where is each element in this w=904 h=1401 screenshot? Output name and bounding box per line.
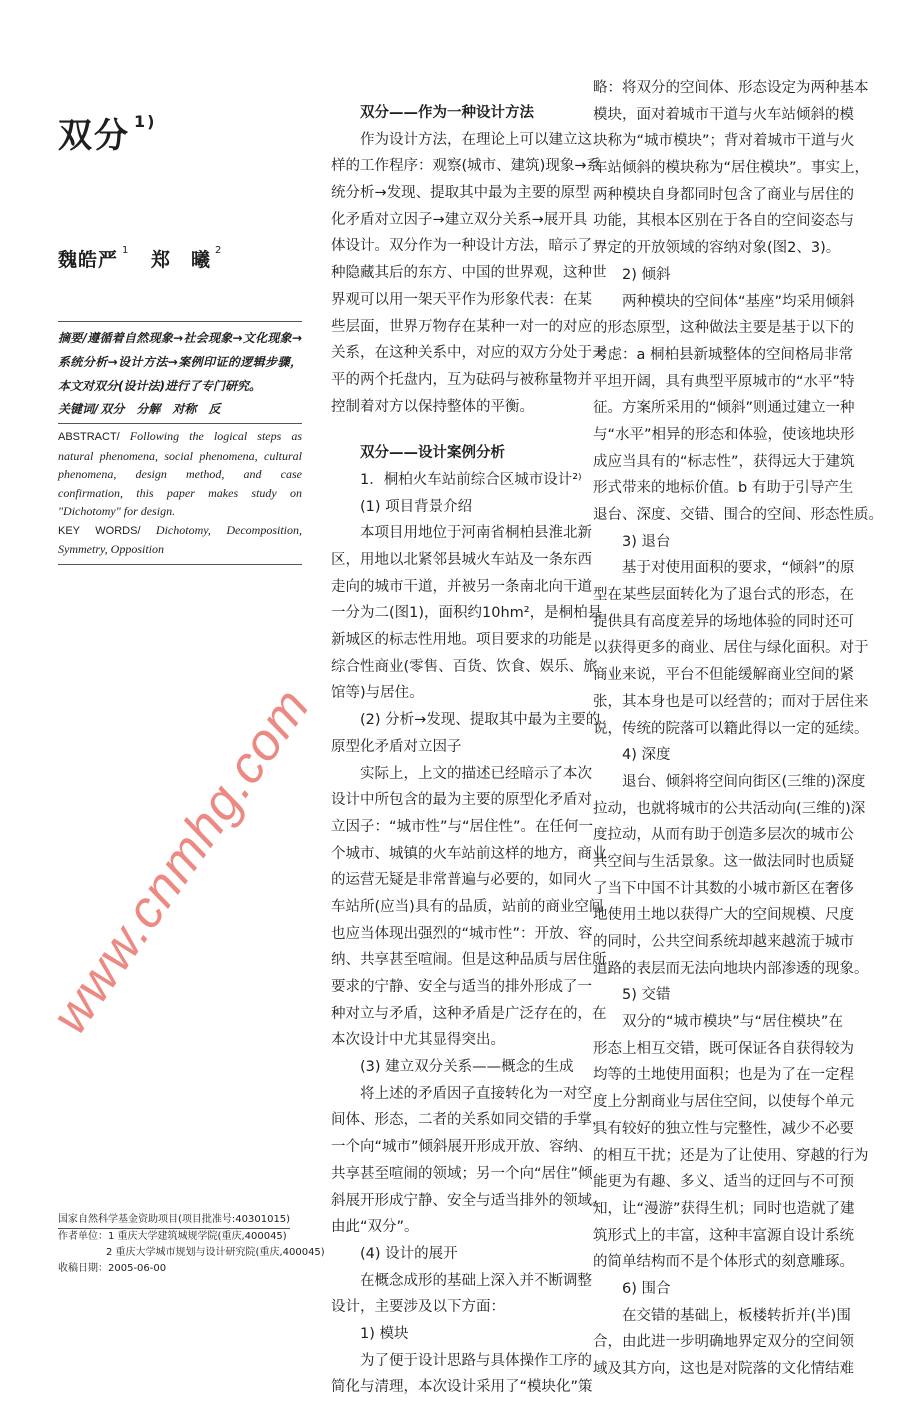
text-line: (1) 项目背景介绍 <box>360 498 473 515</box>
text-line: 化矛盾对立因子→建立双分关系→展开具 <box>331 211 588 228</box>
affiliation-1 <box>58 1229 325 1245</box>
abstract-label: 摘要/ <box>58 331 87 345</box>
subsection-heading <box>331 494 573 521</box>
abstract-cn <box>58 326 302 398</box>
text-line: 设计，主要涉及以下方面： <box>331 1299 505 1316</box>
text-line: 区，用地以北紧邻县城火车站及一条东西 <box>331 552 592 568</box>
text-line: 了当下中国不计其数的小城市新区在奢侈 <box>593 880 854 897</box>
paragraph <box>593 769 869 983</box>
text-line: 纳、共享甚至喧闹。但是这种品质与居住所 <box>331 952 607 969</box>
subsection-heading <box>331 1241 573 1268</box>
text-line: 双分的“城市模块”与“居住模块”在 <box>622 1014 843 1031</box>
paragraph <box>593 1303 854 1383</box>
text-line: 共空间与生活景象。这一做法同时也质疑 <box>593 853 854 870</box>
text-line: 形态上相互交错，既可保证各自获得较为 <box>593 1040 854 1057</box>
keyword: 双分 <box>100 402 125 416</box>
text-line: 的相互干扰；还是为了让使用、穿越的行为 <box>593 1147 869 1164</box>
watermark: www.cnmhg.com <box>40 677 322 1044</box>
authors <box>58 245 236 272</box>
text-line: 能更为有趣、多义、适当的迂回与不可预 <box>593 1174 854 1191</box>
text-line: 也应当体现出强烈的“城市性”：开放、容 <box>331 925 593 942</box>
text-line: 度上分割商业与居住空间，以使每个单元 <box>593 1094 854 1111</box>
text-line: 形式带来的地标价值。b 有助于引导产生 <box>593 480 854 497</box>
text-line: 立因子：“城市性”与“居住性”。在任何一 <box>331 818 594 835</box>
text-line: 的形态原型，这种做法主要是基于以下的 <box>593 320 854 337</box>
subsection-heading <box>593 1276 843 1303</box>
text-line: 4) 深度 <box>622 747 671 764</box>
subsection-heading <box>331 1054 573 1081</box>
text-line: 道路的表层而无法向地块内部渗透的现象。 <box>593 960 869 977</box>
affiliation-2: 2 重庆大学城市规划与设计研究院(重庆,400045) <box>106 1247 325 1258</box>
text-line: 统分析→发现、提取其中最为主要的原型 <box>331 185 590 202</box>
keywords-en-label: KEY WORDS/ <box>58 524 141 537</box>
text-line: 在概念成形的基础上深入并不断调整 <box>360 1272 592 1289</box>
text-line: 种对立与矛盾，这种矛盾是广泛存在的，在 <box>331 1005 607 1022</box>
text-line: 5) 交错 <box>622 987 671 1004</box>
text-line: (4) 设计的展开 <box>360 1245 458 1262</box>
text-line: (3) 建立双分关系——概念的生成 <box>360 1059 574 1076</box>
paragraph <box>593 75 870 262</box>
column-middle <box>331 100 607 1401</box>
text-line: 块称为“城市模块”；背对着城市干道与火 <box>593 133 855 150</box>
subsection-heading <box>593 742 843 769</box>
text-line: 体设计。双分作为一种设计方法，暗示了一 <box>331 238 607 255</box>
column-right <box>593 75 883 1383</box>
text-line: 车站所(应当)具有的品质，站前的商业空间 <box>331 898 604 915</box>
keyword: 反 <box>208 402 221 416</box>
text-line: 型在某些层面转化为了退台式的形态，在 <box>593 587 854 604</box>
text-line: 双分——作为一种设计方法 <box>360 105 534 121</box>
text-line: 界观可以用一架天平作为形象代表：在某 <box>331 291 592 308</box>
author-affil-mark: 2 <box>215 245 223 256</box>
text-line: 将上述的矛盾因子直接转化为一对空 <box>360 1085 592 1102</box>
text-line: 车站倾斜的模块称为“居住模块”。事实上， <box>593 160 870 177</box>
text-line: 1．桐柏火车站前综合区城市设计²⁾ <box>360 471 582 488</box>
text-line: 张，其本身也是可以经营的；而对于居住来 <box>593 693 869 710</box>
text-line: 共享甚至喧闹的领域；另一个向“居住”倾 <box>331 1165 593 1182</box>
text-line: 种隐藏其后的东方、中国的世界观，这种世 <box>331 265 607 282</box>
text-line: 个城市、城镇的火车站前这样的地方，商业 <box>331 845 607 862</box>
text-line: 为了便于设计思路与具体操作工序的 <box>360 1352 592 1369</box>
text-line: 的简单结构而不是个体形式的刻意雕琢。 <box>593 1254 854 1271</box>
paragraph <box>331 127 607 421</box>
text-line: 6) 围合 <box>622 1280 671 1297</box>
paragraph <box>331 520 603 707</box>
divider <box>58 423 302 424</box>
text-line: 由此“双分”。 <box>331 1219 419 1236</box>
spacer <box>331 420 573 440</box>
author-name: 魏皓严 <box>58 249 119 271</box>
text-line: 一分为二(图1)，面积约10hm²，是桐柏县 <box>331 605 603 622</box>
text-line: 设计中所包含的最为主要的原型化矛盾对 <box>331 792 592 809</box>
text-line: 控制着对方以保持整体的平衡。 <box>331 398 534 415</box>
divider <box>58 321 302 322</box>
text-line: 度拉动，从而有助于创造多层次的城市公 <box>593 827 854 844</box>
paragraph <box>331 761 607 1055</box>
paragraph <box>331 707 601 760</box>
text-line: 退台、深度、交错、围合的空间、形态性质。 <box>593 507 883 523</box>
text-line: 平的两个托盘内，互为砝码与被称量物并 <box>331 371 592 388</box>
section-heading <box>331 100 573 127</box>
affiliation-text: 1 重庆大学建筑城规学院(重庆,400045) <box>108 1231 287 1242</box>
subsection-heading <box>593 529 843 556</box>
text-line: 在交错的基础上，板楼转折并(半)围 <box>622 1307 851 1324</box>
text-line: 作为设计方法，在理论上可以建立这 <box>360 131 592 148</box>
subsection-heading <box>593 982 843 1009</box>
text-line: 综合性商业(零售、百货、饮食、娱乐、旅 <box>331 658 598 675</box>
text-line: 界定的开放领域的容纳对象(图2、3)。 <box>593 240 841 257</box>
keywords-en-text: Dichotomy, Decomposition, Symmetry, Opposition <box>58 522 302 556</box>
divider <box>58 564 302 565</box>
subsection-heading <box>331 467 582 494</box>
text-line: 均等的土地使用面积；也是为了在一定程 <box>593 1067 854 1084</box>
text-line: 合，由此进一步明确地界定双分的空间领 <box>593 1334 854 1351</box>
text-line: 斜展开形成宁静、安全与适当排外的领域。 <box>331 1192 607 1209</box>
received-date: 收稿日期：2005-06-00 <box>58 1263 167 1274</box>
text-line: 1) 模块 <box>360 1325 409 1342</box>
text-line: 基于对使用面积的要求，“倾斜”的原 <box>622 560 855 577</box>
text-line: 域及其方向，这也是对院落的文化情结难 <box>593 1361 854 1377</box>
text-line: 样的工作程序：观察(城市、建筑)现象→系 <box>331 158 601 175</box>
title-footnote-mark: 1) <box>134 112 157 131</box>
paragraph <box>331 1268 592 1321</box>
text-line: 退台、倾斜将空间向街区(三维的)深度 <box>622 773 866 790</box>
text-line: 拉动，也就将城市的公共活动向(三维的)深 <box>593 800 866 817</box>
abstract-en <box>58 427 302 559</box>
text-line: 馆等)与居住。 <box>331 685 424 702</box>
abstract-block <box>58 321 302 565</box>
keyword: 分解 <box>136 402 161 416</box>
text-line: 要求的宁静、安全与适当的排外形成了一 <box>331 979 592 995</box>
text-line: 的同时，公共空间系统却越来越流于城市 <box>593 934 854 950</box>
text-line: 简化与清理，本次设计采用了“模块化”策 <box>331 1379 593 1396</box>
text-line: 本次设计中尤其显得突出。 <box>331 1032 505 1049</box>
fund-note: 国家自然科学基金资助项目(项目批准号:40301015) <box>58 1212 290 1229</box>
footnotes <box>58 1212 325 1277</box>
text-line: 一个向“城市”倾斜展开形成开放、容纳、 <box>331 1139 593 1156</box>
subsection-heading <box>331 1321 573 1348</box>
text-line: 的运营无疑是非常普遍与必要的，如同火 <box>331 872 592 889</box>
text-line: 成应当具有的“标志性”，获得远大于建筑 <box>593 453 855 470</box>
keyword: 对称 <box>172 402 197 416</box>
paragraph <box>331 1348 593 1401</box>
text-line: 些层面，世界万物存在某种一对一的对应 <box>331 318 592 335</box>
text-line: 3) 退台 <box>622 533 671 550</box>
article-title <box>58 108 156 157</box>
text-line: 征。方案所采用的“倾斜”则通过建立一种 <box>593 400 855 417</box>
text-line: 地使用土地以获得广大的空间规模、尺度 <box>593 907 854 924</box>
keywords-cn <box>58 398 302 420</box>
author-name: 郑 曦 <box>151 249 212 271</box>
text-line: 新城区的标志性用地。项目要求的功能是 <box>331 632 592 649</box>
text-line: 提供具有高度差异的场地体验的同时还可 <box>593 613 854 630</box>
subsection-heading <box>593 262 843 289</box>
paragraph <box>331 1081 607 1241</box>
text-line: 筑形式上的丰富，这种丰富源自设计系统 <box>593 1227 854 1244</box>
paragraph <box>593 555 869 742</box>
text-line: 平坦开阔，具有典型平原城市的“水平”特 <box>593 373 855 390</box>
text-line: 两种模块的空间体“基座”均采用倾斜 <box>622 293 855 310</box>
text-line: 知，让“漫游”获得生机；同时也造就了建 <box>593 1200 855 1217</box>
title-text: 双分 <box>58 116 130 156</box>
text-line: 实际上，上文的描述已经暗示了本次 <box>360 765 592 782</box>
text-line: 商业来说，平台不但能缓解商业空间的紧 <box>593 667 854 684</box>
text-line: 模块，面对着城市干道与火车站倾斜的模 <box>593 106 854 123</box>
text-line: 功能，其根本区别在于各自的空间姿态与 <box>593 213 854 230</box>
author-affil-mark: 1 <box>122 245 130 256</box>
text-line: 说，传统的院落可以籍此得以一定的延续。 <box>593 720 869 737</box>
affiliation-label: 作者单位： <box>58 1231 108 1242</box>
text-line: (2) 分析→发现、提取其中最为主要的 <box>360 712 601 729</box>
text-line: 2) 倾斜 <box>622 266 671 283</box>
text-line: 关系，在这种关系中，对应的双方分处于天 <box>331 345 607 362</box>
text-line: 具有较好的独立性与完整性，减少不必要 <box>593 1120 854 1137</box>
text-line: 原型化矛盾对立因子 <box>331 738 462 755</box>
text-line: 本项目用地位于河南省桐柏县淮北新 <box>360 525 592 542</box>
text-line: 以获得更多的商业、居住与绿化面积。对于 <box>593 640 869 657</box>
text-line: 两种模块自身都同时包含了商业与居住的 <box>593 186 854 203</box>
text-line: 略：将双分的空间体、形态设定为两种基本 <box>593 80 869 96</box>
text-line: 与“水平”相异的形态和体验，使该地块形 <box>593 426 855 443</box>
text-line: 走向的城市干道，并被另一条南北向干道 <box>331 578 592 595</box>
text-line: 考虑：a 桐柏县新城整体的空间格局非常 <box>593 346 853 363</box>
paragraph <box>593 289 883 529</box>
abstract-en-label: ABSTRACT/ <box>58 431 120 443</box>
text-line: 双分——设计案例分析 <box>360 445 505 462</box>
abstract-text: 遵循着自然现象→社会现象→文化现象→系统分析→设计方法→案例印证的逻辑步骤，本文对双分(设计法)进行了专门研究。 <box>58 331 302 393</box>
text-line: 间体、形态，二者的关系如同交错的手掌， <box>331 1112 607 1129</box>
paragraph <box>593 1009 869 1276</box>
keywords-label: 关键词/ <box>58 402 99 416</box>
section-heading <box>331 440 573 467</box>
abstract-en-text: Following the logical steps as natural phenomena, social phenomena, cultural phenomena, design method, and case confirmation, this paper makes study on "Dichotomy" for design. <box>58 429 302 518</box>
